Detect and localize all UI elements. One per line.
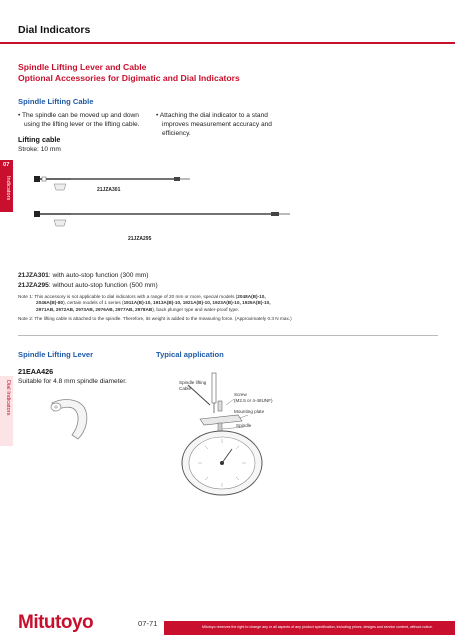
mitutoyo-logo: Mitutoyo (18, 612, 94, 633)
label-mounting-plate: Mounting plate (234, 409, 265, 414)
cable-bullet-1-line2: using the lifting lever or the lifting cable. (24, 121, 140, 128)
label-screw (234, 392, 273, 403)
cable-bullet-2-line1: Attaching the dial indicator to a stand (159, 112, 268, 119)
bullet-icon: • (156, 112, 160, 119)
cable-bullet-2 (156, 111, 296, 138)
application-heading: Typical application (156, 350, 224, 359)
page-header-title: Dial Indicators (18, 24, 91, 36)
stroke-text: Stroke: 10 mm (18, 146, 61, 153)
tab-label: Indicators (5, 176, 11, 201)
dial-indicators-tab-label: Dial Indicators (5, 380, 11, 416)
label-screw-line1: Screw (234, 392, 247, 397)
note-1-text-2: ), certain models of 1 series ( (63, 300, 124, 306)
cable-heading: Spindle Lifting Cable (18, 97, 94, 106)
section-title-line2: Optional Accessories for Digimatic and Dial Indicators (18, 73, 240, 83)
header-rule (0, 42, 455, 44)
note-1-models-4: 2971AB, 2972AB, 2973AB, 2976AB, 2977AB, 2978AB (36, 306, 153, 312)
lifting-cable-label: Lifting cable (18, 135, 61, 144)
label-lifting-cable-line1: Spindle lifting (179, 380, 207, 385)
lever-code: 21EAA426 (18, 367, 54, 376)
label-lifting-cable (179, 380, 206, 391)
note-2: Note 2: The lifting cable is attached to the spindle. Therefore, its weight is added to the measuring force. (Approximately 0.3 N max.) (18, 316, 292, 321)
label-spindle: Spindle (236, 423, 252, 428)
note-1-models-3: 1911A(B)-10, 1913A(B)-10, 1921A(B)-10, 1923A(B)-10, 1925A(B)-10, (123, 300, 271, 306)
cable-bullet-2-line2: improves measurement accuracy and (162, 121, 272, 128)
fig-label-21jza295: 21JZA295 (128, 236, 152, 242)
page-number: 07-71 (138, 619, 158, 628)
model-code: 21JZA301 (18, 272, 49, 279)
label-lifting-cable-line2: Cable (179, 385, 192, 391)
cable-figures (26, 168, 226, 248)
fig-label-21jza301: 21JZA301 (97, 187, 121, 193)
cable-bullet-1 (18, 111, 153, 129)
section-title (18, 62, 378, 84)
tab-number: 07 (3, 162, 10, 168)
bullet-icon: • (18, 112, 23, 119)
model-code: 21JZA295 (18, 282, 49, 289)
cable-295-end (226, 211, 296, 219)
model-21jza301 (18, 271, 148, 280)
model-desc: : with auto-stop function (300 mm) (48, 272, 149, 279)
cable-bullet-2-line3: efficiency. (162, 130, 191, 137)
note-1 (18, 294, 428, 313)
note-1-models-2: 2046A(B)-80 (36, 300, 64, 306)
lever-desc: Suitable for 4.8 mm spindle diameter. (18, 378, 127, 385)
model-desc: : without auto-stop function (500 mm) (48, 282, 158, 289)
label-screw-line2: (M2.5 or 4-48UNF) (234, 397, 273, 403)
cable-bullet-1-line1: The spindle can be moved up and down (22, 112, 139, 119)
section-divider (18, 335, 438, 336)
lever-heading: Spindle Lifting Lever (18, 350, 94, 359)
section-title-line1: Spindle Lifting Lever and Cable (18, 62, 147, 72)
cable-21jza295-illustration (34, 211, 226, 226)
model-21jza295 (18, 281, 158, 290)
footer-disclaimer: Mitutoyo reserves the right to change any or all aspects of any product specification, including prices, designs and service content, without notice. (202, 625, 433, 629)
note-1-text-3: ), back plunger type and water-proof type. (152, 306, 239, 312)
note-1-models: 2048A(B)-10, (237, 294, 266, 299)
note-1-text: Note 1: This accessory is not applicable to dial indicators with a range of 20 mm or more, special models ( (18, 294, 238, 299)
lever-illustration (46, 395, 96, 445)
